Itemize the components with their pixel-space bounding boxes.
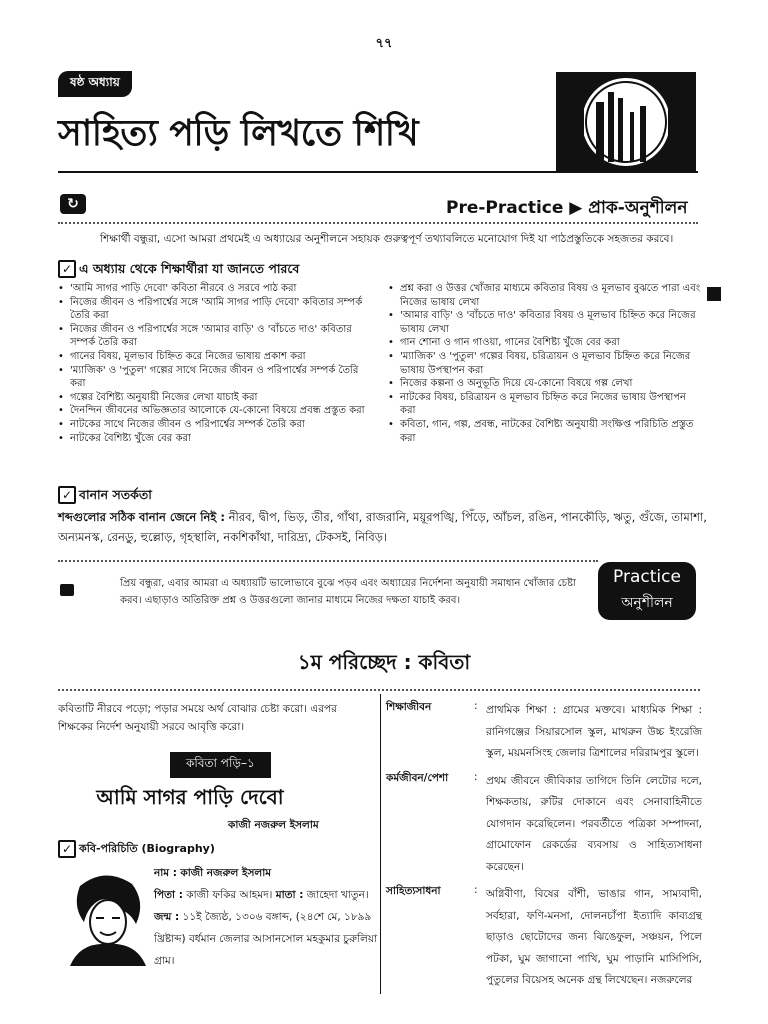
table-row-label: কর্মজীবন/পেশা: [386, 771, 449, 784]
bio-name-label: নাম :: [154, 867, 177, 879]
poet-info-table: [386, 700, 702, 992]
column-divider: [380, 694, 381, 994]
checkbox-icon: ✓: [58, 486, 76, 504]
objectives-left-list: [58, 282, 376, 445]
checkbox-icon: ✓: [58, 840, 76, 858]
list-item: • 'আমার বাড়ি' ও 'বাঁচতে দাও' কবিতার বিষয় ও মূলভাব চিহ্নিত করে নিজের ভাষায় লেখা: [388, 309, 702, 336]
page-number: ৭৭: [375, 36, 393, 51]
list-item: • নাটকের বিষয়, চরিত্রায়ন ও মূলভাব চিহ্নিত করে নিজের ভাষায় উপস্থাপন করা: [388, 391, 702, 418]
practice-text: প্রিয় বন্ধুরা, এবার আমরা এ অধ্যায়টি ভালোভাবে বুঝে পড়ব এবং অধ্যায়ের নির্দেশনা অনুযায়ী সমাধান খোঁজার চেষ্টা করব। এছাড়াও অতিরিক্ত প্রশ্ন ও উত্তরগুলো জানার মাধ্যমে নিজের দক্ষতা যাচাই করব।: [120, 578, 576, 606]
spelling-lead: শব্দগুলোর সঠিক বানান জেনে নিই :: [58, 510, 225, 524]
practice-badge-bn: অনুশীলন: [621, 595, 673, 611]
list-item: • 'ম্যাজিক' ও 'পুতুল' গল্পের সাথে নিজের জীবন ও পরিপার্শ্বের সম্পর্ক তৈরি করা: [58, 364, 376, 391]
table-row-value: অগ্নিবীণা, বিষের বাঁশী, ভাঙার গান, সাম্যবাদী, সর্বহারা, ফণি-মনসা, দোলনচাঁপা ইত্যাদি কাব্যগ্রন্থ ছাড়াও ছোটোদের জন্য ঝিঙেফুল, সঞ্চয়ন, পিলে পটকা, ঘুম জাগানো পাখি, ঘুম পাড়ানি মাসিপিসি, পুতুলের বিয়েসহ অনেক গ্রন্থ লিখেছেন। নজরুলের: [486, 888, 702, 986]
chapter-tag: ষষ্ঠ অধ্যায়: [58, 71, 132, 97]
bio-birth-row: [154, 906, 378, 972]
spelling-words: নীরব, দ্বীপ, ভিড়, তীর, গাঁথা, রাজরানি, ময়ূরপঙ্খি, পিঁড়ে, আঁচল, রঙিন, পানকৌড়ি, ঋতু, গুঁজে, তামাশা, অন্যমনস্ক, রেনডু, হুল্লোড়, গৃহস্থালি, নকশিকাঁথা, দারিদ্র্য, টেকসই, নিবিড়।: [58, 510, 707, 544]
objectives-heading-text: এ অধ্যায় থেকে শিক্ষার্থীরা যা জানতে পারবে: [79, 261, 300, 276]
bio-birth: ১১ই জ্যৈষ্ঠ, ১৩০৬ বঙ্গাব্দ, (২৪শে মে, ১৮৯৯ খ্রিষ্টাব্দ) বর্ধমান জেলার আসানসোল মহকুমার চুরুলিয়া গ্রাম।: [154, 911, 378, 967]
table-row-colon: :: [474, 700, 478, 712]
list-item: • নিজের জীবন ও পরিপার্শ্বের সঙ্গে 'আমি সাগর পাড়ি দেবো' কবিতার সম্পর্ক তৈরি করা: [58, 296, 376, 323]
objectives-heading: [58, 258, 299, 281]
bio-parents-row: [154, 884, 378, 906]
table-row: [386, 771, 702, 879]
list-item: • কবিতা, গান, গল্প, প্রবন্ধ, নাটকের বৈশিষ্ট্য অনুযায়ী সংক্ষিপ্ত পরিচিতি প্রস্তুত করা: [388, 418, 702, 445]
chapter-title: সাহিত্য পড়ি লিখতে শিখি: [58, 113, 419, 154]
list-item: • গান শোনা ও গান গাওয়া, গানের বৈশিষ্ট্য খুঁজে বের করা: [388, 336, 702, 350]
list-item: • দৈনন্দিন জীবনের অভিজ্ঞতার আলোকে যে-কোনো বিষয়ে প্রবন্ধ প্রস্তুত করা: [58, 404, 376, 418]
list-item: • প্রশ্ন করা ও উত্তর খোঁজার মাধ্যমে কবিতার বিষয় ও মূলভাব বুঝতে পারা এবং নিজের ভাষায় লেখা: [388, 282, 702, 309]
pre-practice-divider: [58, 222, 698, 224]
practice-badge-en: Practice: [613, 567, 681, 587]
bio-heading: [58, 840, 215, 859]
spelling-heading-text: বানান সতর্কতা: [79, 487, 152, 502]
table-row-label: সাহিত্যসাধনা: [386, 885, 441, 897]
bio-heading-text: কবি-পরিচিতি (Biography): [79, 842, 215, 855]
pre-practice-icon: ↻: [60, 194, 86, 214]
table-row: [386, 884, 702, 992]
list-item: • গানের বিষয়, মূলভাব চিহ্নিত করে নিজের ভাষায় প্রকাশ করা: [58, 350, 376, 364]
table-row-colon: :: [474, 770, 478, 783]
bio-mother: জাহেদা খাতুন।: [306, 889, 369, 901]
side-marker-icon: [707, 287, 721, 301]
bio-father-label: পিতা :: [154, 889, 183, 901]
table-row-value: প্রথম জীবনে জীবিকার তাগিদে তিনি লেটোর দলে, শিক্ষকতায়, রুটির দোকানে এবং সেনাবাহিনীতে যোগদান করেছিলেন। পরবর্তীতে পত্রিকা সম্পাদনা, গ্রামোফোন রেকর্ডের ব্যবসায় ও সাহিত্যসাধনা করেছেন।: [486, 774, 702, 873]
bio-name-row: [154, 862, 378, 884]
list-item: • নাটকের সাথে নিজের জীবন ও পরিপার্শ্বের সম্পর্ক তৈরি করা: [58, 418, 376, 432]
chapter-illustration: [556, 72, 696, 172]
poem-title: আমি সাগর পাড়ি দেবো: [96, 785, 284, 809]
section-intro: কবিতাটি নীরবে পড়ো; পড়ার সময়ে অর্থ বোঝার চেষ্টা করো। এরপর শিক্ষকের নির্দেশ অনুযায়ী সরবে আবৃত্তি করো।: [58, 703, 337, 733]
table-row-colon: :: [474, 884, 478, 896]
list-item: • গল্পের বৈশিষ্ট্য অনুযায়ী নিজের লেখা যাচাই করা: [58, 391, 376, 405]
bio-father: কাজী ফকির আহমদ।: [186, 889, 273, 901]
bio-text: [154, 862, 378, 972]
spelling-text: [58, 507, 708, 547]
table-row: [386, 700, 702, 765]
practice-badge: [598, 562, 696, 620]
pre-practice-intro: শিক্ষার্থী বন্ধুরা, এসো আমরা প্রথমেই এ অধ্যায়ের অনুশীলনে সহায়ক গুরুত্বপূর্ণ তথ্যাবলিতে মনোযোগ দিই যা পাঠপ্রস্তুতিকে সহজতর করবে।: [100, 233, 674, 245]
bio-birth-label: জন্ম :: [154, 911, 180, 923]
poem-author: কাজী নজরুল ইসলাম: [228, 819, 319, 831]
list-item: • 'আমি সাগর পাড়ি দেবো' কবিতা নীরবে ও সরবে পাঠ করা: [58, 282, 376, 296]
bio-mother-label: মাতা :: [275, 889, 304, 901]
list-item: • নাটকের বৈশিষ্ট্য খুঁজে বের করা: [58, 432, 376, 446]
section-title: ১ম পরিচ্ছেদ : কবিতা: [297, 650, 471, 674]
poem-tag: কবিতা পড়ি–১: [170, 752, 271, 778]
poet-portrait: [60, 866, 150, 966]
list-item: • নিজের কল্পনা ও অনুভূতি দিয়ে যে-কোনো বিষয়ে গল্প লেখা: [388, 377, 702, 391]
section-divider: [58, 689, 700, 691]
objectives-right-list: [388, 282, 702, 445]
pre-practice-label: Pre-Practice ▶ প্রাক-অনুশীলন: [446, 198, 688, 218]
list-item: • 'ম্যাজিক' ও 'পুতুল' গল্পের বিষয়, চরিত্রায়ন ও মূলভাব চিহ্নিত করে নিজের ভাষায় উপস্থাপন করা: [388, 350, 702, 377]
table-row-label: শিক্ষাজীবন: [386, 701, 432, 713]
spelling-heading: [58, 484, 152, 507]
table-row-value: প্রাথমিক শিক্ষা : গ্রামের মক্তবে। মাধ্যমিক শিক্ষা : রানিগঞ্জের সিয়ারসোল স্কুল, মাথরুন উচ্চ ইংরেজি স্কুল, ময়মনসিংহ জেলার ত্রিশালের দরিরামপুর স্কুলে।: [486, 704, 702, 759]
bio-name: কাজী নজরুল ইসলাম: [180, 867, 272, 879]
practice-divider: [58, 560, 598, 562]
checkbox-icon: ✓: [58, 260, 76, 278]
practice-icon: [60, 584, 74, 596]
list-item: • নিজের জীবন ও পরিপার্শ্বের সঙ্গে 'আমার বাড়ি' ও 'বাঁচতে দাও' কবিতার সম্পর্ক তৈরি করা: [58, 323, 376, 350]
